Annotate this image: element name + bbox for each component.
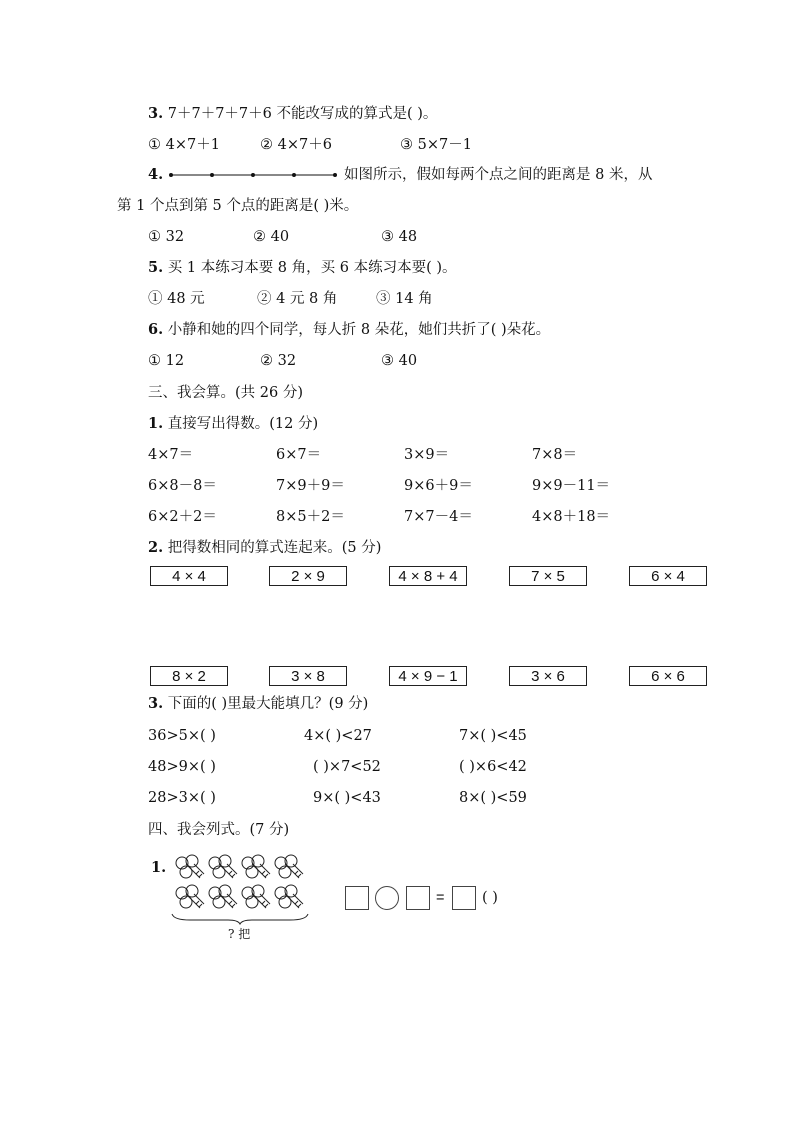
calc-item: 9×9－11＝ [532, 478, 611, 494]
calc-item: 4×8＋18＝ [532, 509, 611, 525]
q6-number: 6. [148, 321, 164, 338]
keys-illustration [170, 852, 310, 924]
match-top-box[interactable]: 4 × 4 [150, 566, 228, 586]
keys-caption: ? 把 [228, 927, 251, 941]
fill-item: 4×( )<27 [304, 728, 372, 744]
fill-item: 8×( )<59 [459, 790, 527, 806]
q5-option-1: ① 48 元 [148, 291, 205, 307]
operator-circle[interactable] [375, 886, 399, 910]
q3-option-3: ③ 5×7－1 [400, 137, 472, 153]
answer-box-3[interactable] [452, 886, 476, 910]
fill-item: 9×( )<43 [313, 790, 381, 806]
q3-option-2: ② 4×7＋6 [260, 137, 332, 153]
section-4-title: 四、我会列式。(7 分) [148, 822, 290, 838]
calc-item: 9×6＋9＝ [404, 478, 473, 494]
fill-item: 7×( )<45 [459, 728, 527, 744]
calc-item: 7×8＝ [532, 447, 578, 463]
calc-item: 6×8－8＝ [148, 478, 217, 494]
calc-item: 6×7＝ [276, 447, 322, 463]
unit-paren: ( ) [482, 890, 498, 906]
match-top-box[interactable]: 6 × 4 [629, 566, 707, 586]
answer-box-2[interactable] [406, 886, 430, 910]
answer-box-1[interactable] [345, 886, 369, 910]
q5-line [148, 258, 457, 278]
q3-number: 3. [148, 105, 164, 122]
s3q1-number: 1. [148, 415, 164, 432]
calc-item: 3×9＝ [404, 447, 450, 463]
s3q3-text: 下面的( )里最大能填几？(9 分) [167, 696, 369, 712]
q5-text: 买 1 本练习本要 8 角，买 6 本练习本要( )。 [167, 260, 457, 276]
q6-option-3: ③ 40 [381, 353, 418, 369]
s3q2-number: 2. [148, 539, 164, 556]
calc-item: 7×7－4＝ [404, 509, 473, 525]
calc-item: 4×7＝ [148, 447, 194, 463]
q4-text-a: 如图所示，假如每两个点之间的距离是 8 米，从 [344, 167, 653, 183]
q4-option-3: ③ 48 [381, 229, 418, 245]
match-top-box[interactable]: 4 × 8 + 4 [389, 566, 467, 586]
match-bottom-box[interactable]: 3 × 8 [269, 666, 347, 686]
match-bottom-box[interactable]: 4 × 9 − 1 [389, 666, 467, 686]
q3-option-1: ① 4×7＋1 [148, 137, 220, 153]
section-3-title: 三、我会算。(共 26 分) [148, 385, 303, 401]
s3q2-line [148, 538, 381, 558]
match-bottom-box[interactable]: 8 × 2 [150, 666, 228, 686]
q4-number: 4. [148, 166, 164, 183]
dotted-line-figure [168, 165, 340, 185]
match-bottom-box[interactable]: 3 × 6 [509, 666, 587, 686]
match-bottom-box[interactable]: 6 × 6 [629, 666, 707, 686]
s3q3-line [148, 694, 368, 714]
s3q3-number: 3. [148, 695, 164, 712]
q5-option-3: ③ 14 角 [376, 291, 433, 307]
s4q1-number: 1. [151, 859, 167, 876]
s3q2-text: 把得数相同的算式连起来。(5 分) [167, 540, 382, 556]
q4-option-1: ① 32 [148, 229, 185, 245]
q6-option-2: ② 32 [260, 353, 297, 369]
match-top-box[interactable]: 7 × 5 [509, 566, 587, 586]
calc-item: 8×5＋2＝ [276, 509, 345, 525]
fill-item: ( )×7<52 [313, 759, 381, 775]
q3-line [148, 104, 437, 124]
s3q1-text: 直接写出得数。(12 分) [167, 416, 319, 432]
calc-item: 6×2＋2＝ [148, 509, 217, 525]
q4-option-2: ② 40 [253, 229, 290, 245]
equals-sign: = [436, 890, 445, 906]
q6-option-1: ① 12 [148, 353, 185, 369]
fill-item: 28>3×( ) [148, 790, 216, 806]
q5-option-2: ② 4 元 8 角 [257, 291, 338, 307]
q5-number: 5. [148, 259, 164, 276]
fill-item: 36>5×( ) [148, 728, 216, 744]
calc-item: 7×9＋9＝ [276, 478, 345, 494]
s3q1-line [148, 414, 318, 434]
q4-text-b: 第 1 个点到第 5 个点的距离是( )米。 [117, 198, 359, 214]
fill-item: 48>9×( ) [148, 759, 216, 775]
q6-text: 小静和她的四个同学，每人折 8 朵花，她们共折了( )朵花。 [167, 322, 551, 338]
fill-item: ( )×6<42 [459, 759, 527, 775]
q6-line [148, 320, 550, 340]
match-top-box[interactable]: 2 × 9 [269, 566, 347, 586]
q3-text: 7＋7＋7＋7＋6 不能改写成的算式是( )。 [167, 106, 438, 122]
